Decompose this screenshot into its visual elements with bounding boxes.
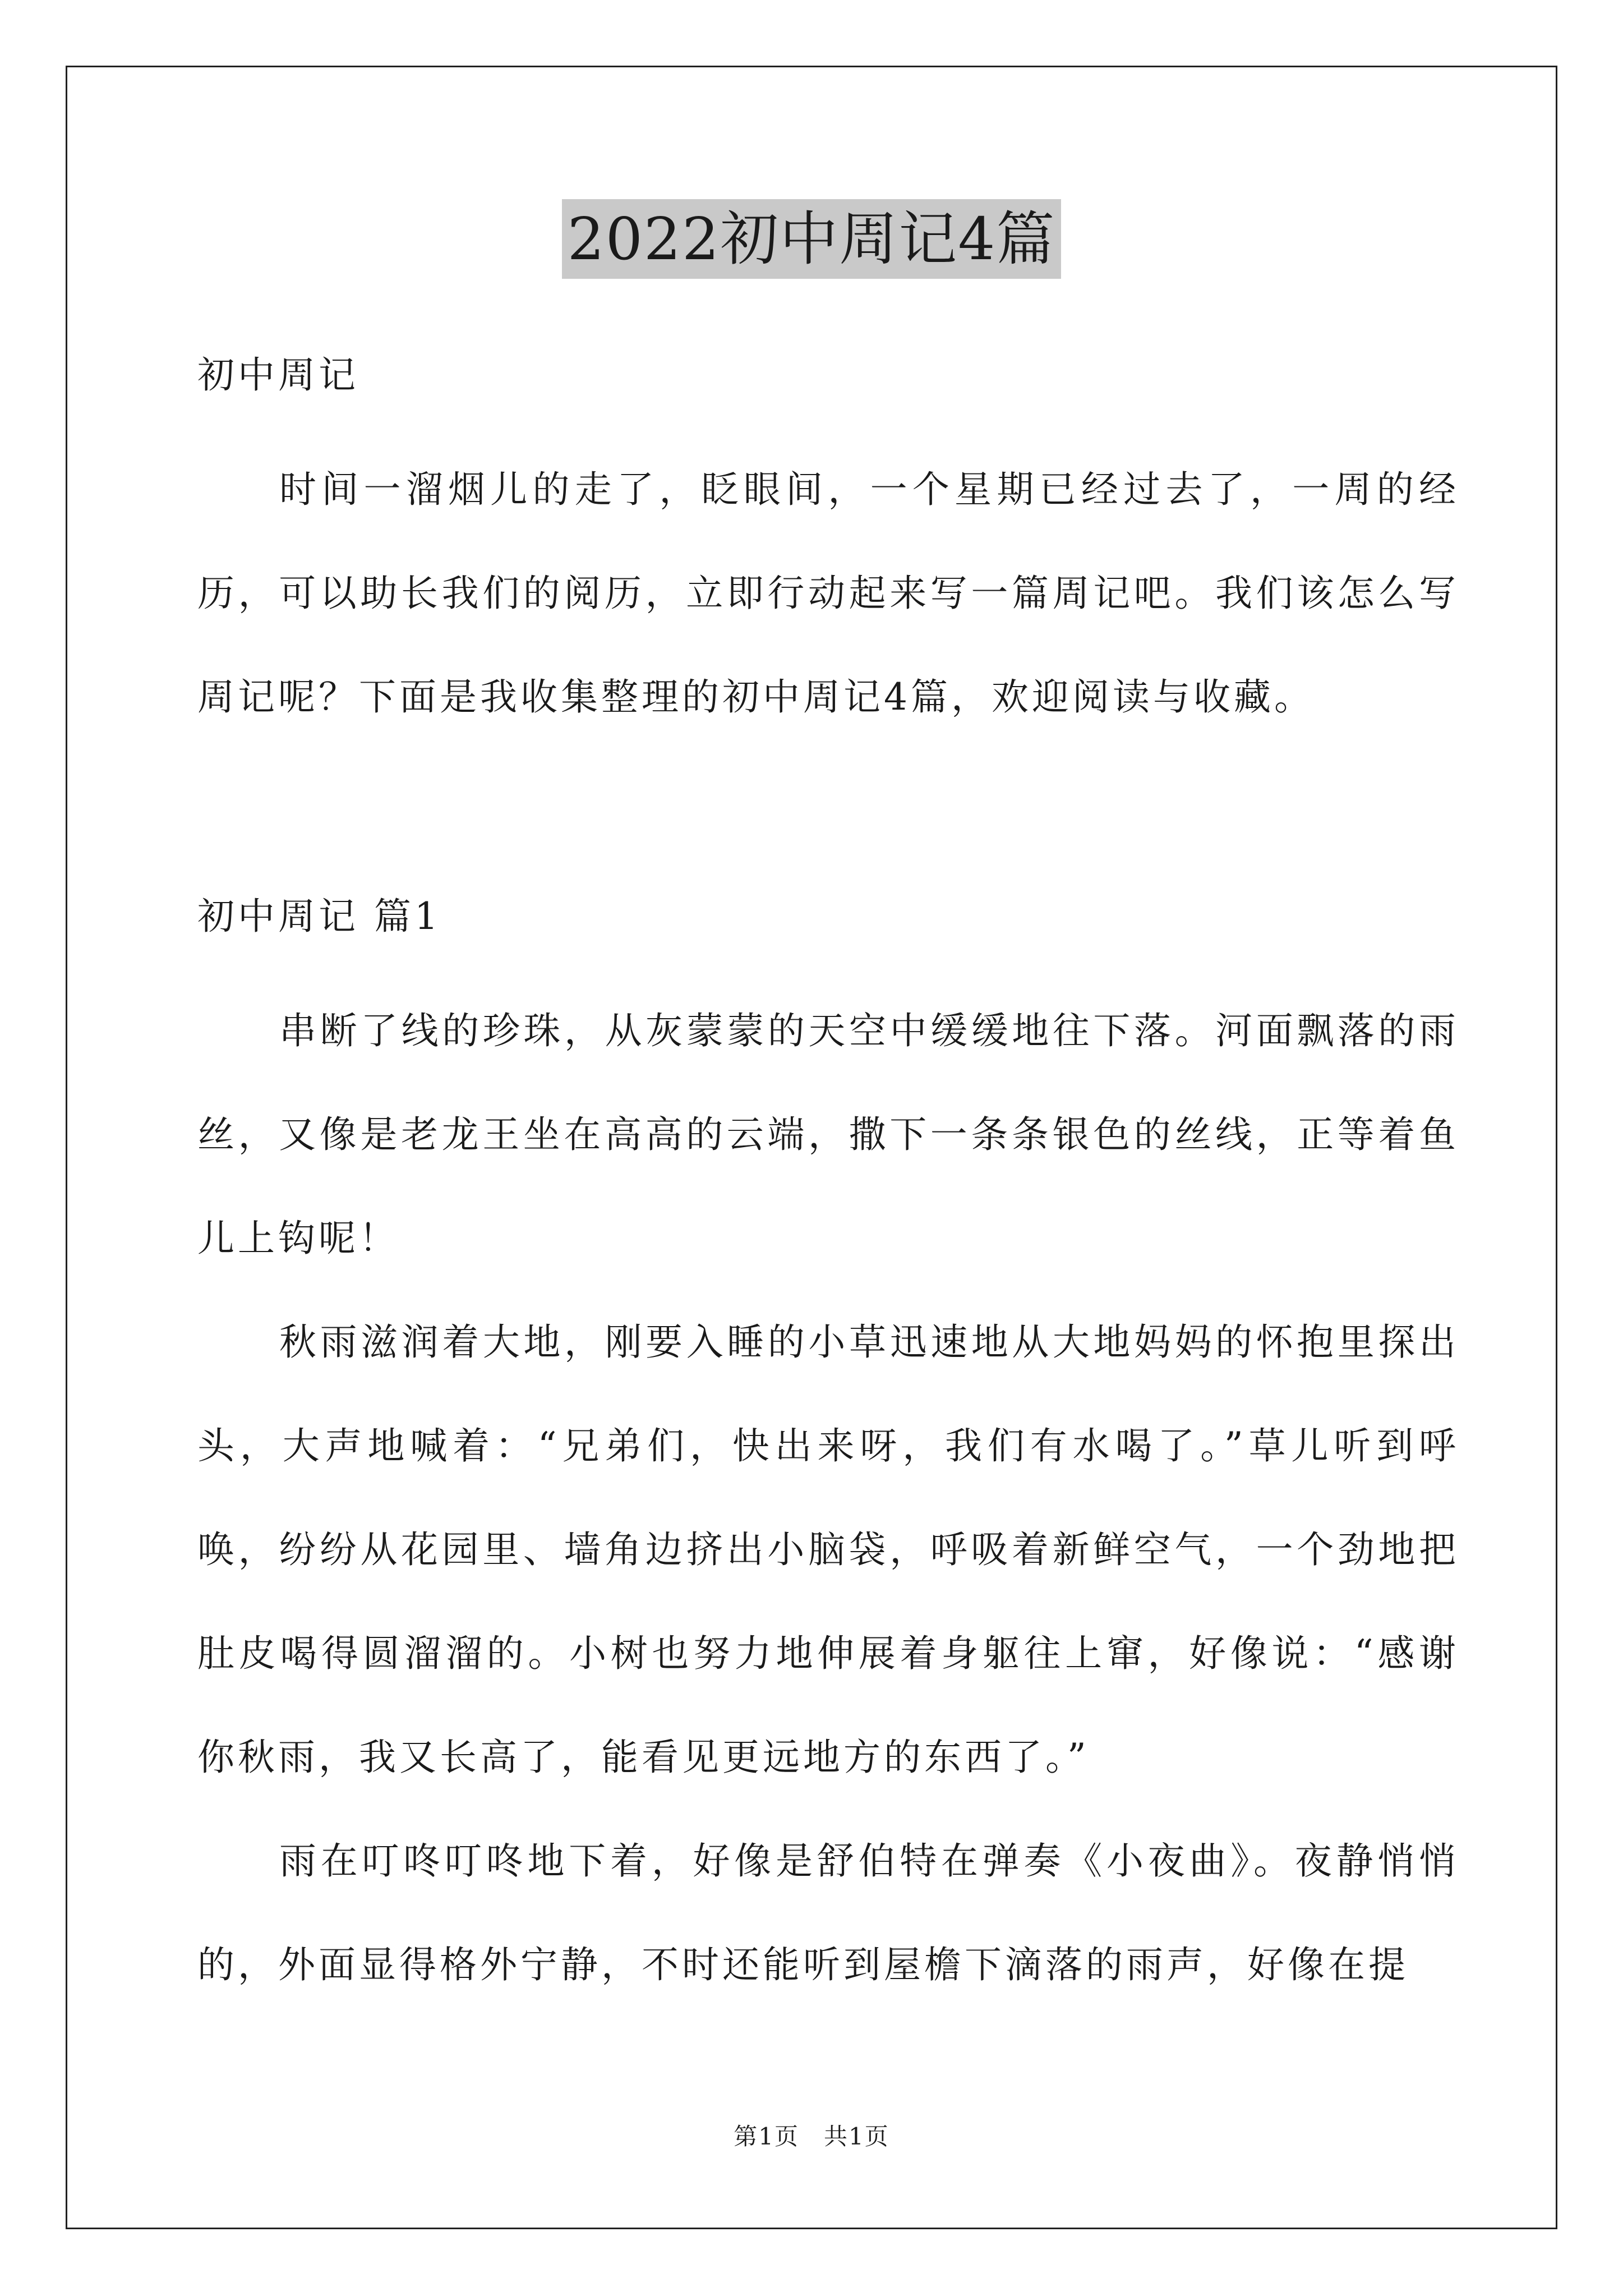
intro-heading: 初中周记 <box>197 353 359 397</box>
section1-paragraph-2: 秋雨滋润着大地，刚要入睡的小草迅速地从大地妈妈的怀抱里探出头，大声地喊着：“兄弟们，快出来呀，我们有水喝了。”草儿听到呼唤，纷纷从花园里、墙角边挤出小脑袋，呼吸着新鲜空气，一个劲地把肚皮喝得圆溜溜的。小树也努力地伸展着身躯往上窜，好像说：“感谢你秋雨，我又长高了，能看见更远地方的东西了。” <box>197 1320 1459 1779</box>
section1-paragraph-1: 串断了线的珍珠，从灰蒙蒙的天空中缓缓地往下落。河面飘落的雨丝，又像是老龙王坐在高高的云端，撒下一条条银色的丝线，正等着鱼儿上钩呢！ <box>197 1009 1459 1260</box>
section1-body <box>197 979 1459 2017</box>
section1-paragraph-3: 雨在叮咚叮咚地下着，好像是舒伯特在弹奏《小夜曲》。夜静悄悄的，外面显得格外宁静，不时还能听到屋檐下滴落的雨声，好像在提 <box>197 1839 1459 1986</box>
section1-heading: 初中周记 篇1 <box>197 895 441 938</box>
intro-paragraph: 时间一溜烟儿的走了，眨眼间，一个星期已经过去了，一周的经历，可以助长我们的阅历，立即行动起来写一篇周记吧。我们该怎么写周记呢？下面是我收集整理的初中周记4篇，欢迎阅读与收藏。 <box>197 468 1459 719</box>
page-footer: 第1页 共1页 <box>734 2123 889 2150</box>
title-container <box>0 199 1623 279</box>
page-title: 2022初中周记4篇 <box>562 199 1062 279</box>
intro-section <box>197 438 1459 749</box>
